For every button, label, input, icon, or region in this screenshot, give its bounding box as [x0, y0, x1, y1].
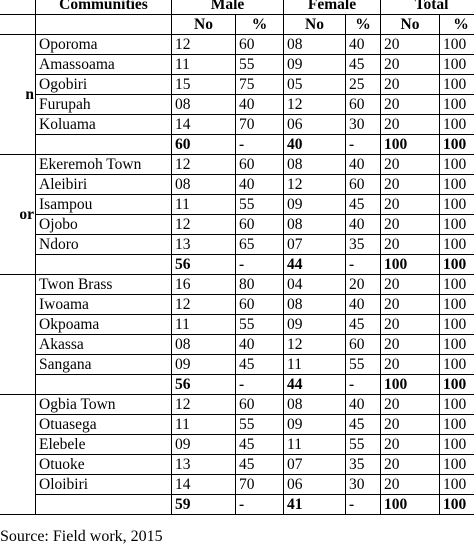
male-no-cell: 08 — [172, 95, 236, 115]
female-no-cell: 07 — [284, 455, 346, 475]
community-cell: Iwoama — [36, 295, 172, 315]
table-row — [0, 335, 474, 355]
community-cell: Ndoro — [36, 235, 172, 255]
header-female: Female — [284, 0, 381, 15]
total-no-cell: 20 — [381, 335, 440, 355]
subtotal-total-pct-cell: 100 — [440, 255, 474, 275]
male-no-cell: 08 — [172, 175, 236, 195]
total-no-cell: 20 — [381, 215, 440, 235]
total-no-cell: 20 — [381, 455, 440, 475]
subtotal-male-no-cell: 60 — [172, 135, 236, 155]
header-communities: Communities — [36, 0, 172, 15]
source-note: Source: Field work, 2015 — [0, 528, 163, 545]
male-no-cell: 11 — [172, 415, 236, 435]
total-pct-cell: 100 — [440, 415, 474, 435]
community-cell: Otuoke — [36, 455, 172, 475]
male-no-cell: 09 — [172, 355, 236, 375]
female-no-cell: 06 — [284, 475, 346, 495]
subtotal-female-no-cell: 44 — [284, 255, 346, 275]
subtotal-row — [0, 255, 474, 275]
table-row — [0, 155, 474, 175]
female-no-cell: 09 — [284, 415, 346, 435]
total-pct-cell: 100 — [440, 295, 474, 315]
community-cell: Elebele — [36, 435, 172, 455]
female-no-cell: 11 — [284, 435, 346, 455]
subheader-female-no: No — [284, 15, 346, 35]
female-no-cell: 08 — [284, 155, 346, 175]
table-row — [0, 35, 474, 55]
female-pct-cell: 45 — [346, 55, 381, 75]
subtotal-row — [0, 135, 474, 155]
subheader-blank — [36, 15, 172, 35]
subtotal-row — [0, 495, 474, 515]
total-no-cell: 20 — [381, 195, 440, 215]
total-no-cell: 20 — [381, 155, 440, 175]
community-cell: Ogobiri — [36, 75, 172, 95]
male-no-cell: 12 — [172, 295, 236, 315]
table-row — [0, 235, 474, 255]
male-no-cell: 15 — [172, 75, 236, 95]
community-cell: Aleibiri — [36, 175, 172, 195]
male-pct-cell: 40 — [236, 335, 284, 355]
table-row — [0, 435, 474, 455]
female-no-cell: 06 — [284, 115, 346, 135]
subheader-row — [0, 15, 474, 35]
subtotal-male-pct-cell: - — [236, 255, 284, 275]
subtotal-female-pct-cell: - — [346, 495, 381, 515]
male-pct-cell: 40 — [236, 95, 284, 115]
female-pct-cell: 45 — [346, 315, 381, 335]
female-no-cell: 08 — [284, 395, 346, 415]
community-cell: Furupah — [36, 95, 172, 115]
male-pct-cell: 60 — [236, 215, 284, 235]
total-pct-cell: 100 — [440, 315, 474, 335]
female-pct-cell: 35 — [346, 235, 381, 255]
female-pct-cell: 40 — [346, 35, 381, 55]
total-pct-cell: 100 — [440, 75, 474, 95]
total-pct-cell: 100 — [440, 115, 474, 135]
community-cell: Akassa — [36, 335, 172, 355]
community-cell: Sangana — [36, 355, 172, 375]
header-male: Male — [172, 0, 284, 15]
female-pct-cell: 55 — [346, 355, 381, 375]
subtotal-female-no-cell: 44 — [284, 375, 346, 395]
total-pct-cell: 100 — [440, 55, 474, 75]
female-pct-cell: 20 — [346, 275, 381, 295]
male-pct-cell: 60 — [236, 155, 284, 175]
female-pct-cell: 40 — [346, 155, 381, 175]
subtotal-male-no-cell: 59 — [172, 495, 236, 515]
total-no-cell: 20 — [381, 475, 440, 495]
male-no-cell: 12 — [172, 395, 236, 415]
subheader-total-no: No — [381, 15, 440, 35]
group-label — [0, 275, 36, 395]
table-row — [0, 355, 474, 375]
subtotal-blank — [36, 135, 172, 155]
male-pct-cell: 70 — [236, 475, 284, 495]
table-row — [0, 455, 474, 475]
subtotal-row — [0, 375, 474, 395]
subtotal-male-no-cell: 56 — [172, 255, 236, 275]
male-no-cell: 11 — [172, 315, 236, 335]
table-row — [0, 415, 474, 435]
subheader-male-pct: % — [236, 15, 284, 35]
female-no-cell: 07 — [284, 235, 346, 255]
female-no-cell: 12 — [284, 175, 346, 195]
table-row — [0, 295, 474, 315]
table-row — [0, 75, 474, 95]
community-cell: Ogbia Town — [36, 395, 172, 415]
group-label — [0, 395, 36, 515]
total-pct-cell: 100 — [440, 395, 474, 415]
total-pct-cell: 100 — [440, 435, 474, 455]
female-no-cell: 11 — [284, 355, 346, 375]
community-cell: Okpoama — [36, 315, 172, 335]
community-cell: Ekeremoh Town — [36, 155, 172, 175]
male-pct-cell: 60 — [236, 295, 284, 315]
table-row — [0, 215, 474, 235]
subtotal-total-no-cell: 100 — [381, 495, 440, 515]
female-pct-cell: 25 — [346, 75, 381, 95]
total-no-cell: 20 — [381, 395, 440, 415]
group-label: or — [0, 155, 36, 275]
header-blank — [0, 0, 36, 15]
community-cell: Koluama — [36, 115, 172, 135]
total-no-cell: 20 — [381, 115, 440, 135]
table-row — [0, 475, 474, 495]
male-no-cell: 11 — [172, 55, 236, 75]
female-pct-cell: 55 — [346, 435, 381, 455]
subtotal-total-no-cell: 100 — [381, 375, 440, 395]
community-cell: Twon Brass — [36, 275, 172, 295]
total-no-cell: 20 — [381, 315, 440, 335]
female-pct-cell: 60 — [346, 175, 381, 195]
subtotal-total-pct-cell: 100 — [440, 375, 474, 395]
total-no-cell: 20 — [381, 355, 440, 375]
community-cell: Oporoma — [36, 35, 172, 55]
subtotal-female-pct-cell: - — [346, 255, 381, 275]
female-pct-cell: 40 — [346, 295, 381, 315]
table-row — [0, 55, 474, 75]
total-pct-cell: 100 — [440, 95, 474, 115]
subheader-blank — [0, 15, 36, 35]
community-cell: Otuasega — [36, 415, 172, 435]
subtotal-total-pct-cell: 100 — [440, 135, 474, 155]
community-cell: Amassoama — [36, 55, 172, 75]
total-no-cell: 20 — [381, 235, 440, 255]
total-no-cell: 20 — [381, 175, 440, 195]
subtotal-male-pct-cell: - — [236, 375, 284, 395]
subtotal-male-pct-cell: - — [236, 135, 284, 155]
total-pct-cell: 100 — [440, 35, 474, 55]
male-no-cell: 16 — [172, 275, 236, 295]
subtotal-blank — [36, 375, 172, 395]
male-pct-cell: 55 — [236, 415, 284, 435]
subheader-total-pct: % — [440, 15, 474, 35]
total-pct-cell: 100 — [440, 215, 474, 235]
male-no-cell: 13 — [172, 235, 236, 255]
male-pct-cell: 55 — [236, 55, 284, 75]
total-pct-cell: 100 — [440, 355, 474, 375]
subtotal-female-pct-cell: - — [346, 375, 381, 395]
total-pct-cell: 100 — [440, 175, 474, 195]
total-no-cell: 20 — [381, 35, 440, 55]
female-pct-cell: 40 — [346, 215, 381, 235]
female-no-cell: 08 — [284, 295, 346, 315]
table-row — [0, 395, 474, 415]
total-no-cell: 20 — [381, 415, 440, 435]
community-cell: Oloibiri — [36, 475, 172, 495]
male-no-cell: 14 — [172, 115, 236, 135]
female-no-cell: 08 — [284, 35, 346, 55]
male-pct-cell: 40 — [236, 175, 284, 195]
female-no-cell: 09 — [284, 195, 346, 215]
male-pct-cell: 80 — [236, 275, 284, 295]
subtotal-blank — [36, 495, 172, 515]
total-no-cell: 20 — [381, 75, 440, 95]
total-no-cell: 20 — [381, 275, 440, 295]
male-pct-cell: 75 — [236, 75, 284, 95]
female-no-cell: 09 — [284, 315, 346, 335]
total-pct-cell: 100 — [440, 455, 474, 475]
table-row — [0, 315, 474, 335]
male-pct-cell: 65 — [236, 235, 284, 255]
subtotal-female-no-cell: 41 — [284, 495, 346, 515]
subheader-female-pct: % — [346, 15, 381, 35]
community-cell: Isampou — [36, 195, 172, 215]
male-no-cell: 08 — [172, 335, 236, 355]
male-pct-cell: 45 — [236, 435, 284, 455]
male-pct-cell: 55 — [236, 195, 284, 215]
male-no-cell: 14 — [172, 475, 236, 495]
male-pct-cell: 60 — [236, 35, 284, 55]
total-no-cell: 20 — [381, 435, 440, 455]
male-no-cell: 09 — [172, 435, 236, 455]
table-row — [0, 115, 474, 135]
total-no-cell: 20 — [381, 55, 440, 75]
community-cell: Ojobo — [36, 215, 172, 235]
subtotal-total-pct-cell: 100 — [440, 495, 474, 515]
female-no-cell: 04 — [284, 275, 346, 295]
female-pct-cell: 30 — [346, 115, 381, 135]
female-pct-cell: 45 — [346, 415, 381, 435]
female-pct-cell: 30 — [346, 475, 381, 495]
female-pct-cell: 60 — [346, 335, 381, 355]
male-pct-cell: 45 — [236, 455, 284, 475]
male-pct-cell: 45 — [236, 355, 284, 375]
header-total: Total — [381, 0, 474, 15]
female-pct-cell: 40 — [346, 395, 381, 415]
male-no-cell: 12 — [172, 35, 236, 55]
subtotal-female-pct-cell: - — [346, 135, 381, 155]
male-no-cell: 12 — [172, 155, 236, 175]
male-pct-cell: 55 — [236, 315, 284, 335]
total-pct-cell: 100 — [440, 195, 474, 215]
total-pct-cell: 100 — [440, 475, 474, 495]
female-no-cell: 12 — [284, 335, 346, 355]
male-pct-cell: 70 — [236, 115, 284, 135]
female-no-cell: 08 — [284, 215, 346, 235]
subtotal-female-no-cell: 40 — [284, 135, 346, 155]
total-pct-cell: 100 — [440, 275, 474, 295]
total-pct-cell: 100 — [440, 155, 474, 175]
total-pct-cell: 100 — [440, 335, 474, 355]
total-no-cell: 20 — [381, 95, 440, 115]
male-pct-cell: 60 — [236, 395, 284, 415]
female-pct-cell: 35 — [346, 455, 381, 475]
subtotal-blank — [36, 255, 172, 275]
total-pct-cell: 100 — [440, 235, 474, 255]
subtotal-male-no-cell: 56 — [172, 375, 236, 395]
female-pct-cell: 60 — [346, 95, 381, 115]
table-row — [0, 95, 474, 115]
subtotal-total-no-cell: 100 — [381, 255, 440, 275]
subtotal-total-no-cell: 100 — [381, 135, 440, 155]
group-label: n — [0, 35, 36, 155]
female-no-cell: 12 — [284, 95, 346, 115]
table-row — [0, 175, 474, 195]
table-row — [0, 275, 474, 295]
male-no-cell: 11 — [172, 195, 236, 215]
female-no-cell: 09 — [284, 55, 346, 75]
subheader-male-no: No — [172, 15, 236, 35]
total-no-cell: 20 — [381, 295, 440, 315]
male-no-cell: 13 — [172, 455, 236, 475]
table-row — [0, 195, 474, 215]
subtotal-male-pct-cell: - — [236, 495, 284, 515]
female-no-cell: 05 — [284, 75, 346, 95]
male-no-cell: 12 — [172, 215, 236, 235]
female-pct-cell: 45 — [346, 195, 381, 215]
header-row — [0, 0, 474, 15]
